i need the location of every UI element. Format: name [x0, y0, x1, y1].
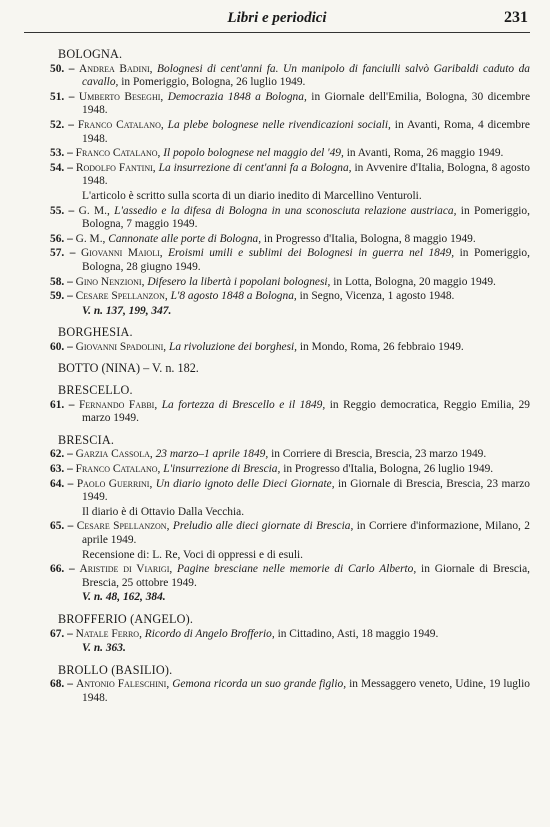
entry-publication: in Corriere di Brescia, Brescia, 23 marzo 1949. [271, 448, 487, 461]
section-heading: BROLLO (BASILIO). [58, 662, 173, 677]
entry-title: La rivoluzione dei borghesi, [168, 340, 298, 353]
entry-publication: in Messaggero veneto, Udine, 19 luglio 1948. [82, 678, 530, 704]
entry-author: Franco Catalano, [77, 118, 164, 131]
bibliography-entry [24, 233, 530, 247]
entry-title: L'insurrezione di Brescia, [163, 463, 281, 476]
bibliography-entry [24, 628, 530, 642]
entry-author: Cesare Spellanzon, [75, 290, 168, 303]
entry-title: Cannonate alle porte di Bologna, [108, 232, 262, 245]
entry-author: Rodolfo Fantini, [75, 161, 156, 174]
entry-publication: in Pomeriggio, Bologna, 26 luglio 1949. [121, 76, 306, 89]
entry-title: Ricordo di Angelo Brofferio, [144, 627, 275, 640]
entry-see-also: V. n. 137, 199, 347. [82, 304, 172, 317]
section-heading: BOLOGNA. [58, 47, 123, 61]
entry-author: Antonio Faleschini, [76, 678, 170, 691]
entry-title: Difesero la libertà i popolani bolognesi, [147, 275, 331, 288]
entry-number: 64. – [50, 477, 74, 490]
entry-number: 54. – [50, 161, 73, 174]
entry-number: 68. – [50, 678, 73, 691]
bibliography-entry [24, 247, 530, 274]
bibliography-entry [24, 290, 530, 304]
entry-author: Giovanni Spadolini, [75, 340, 167, 353]
entry-publication: in Pomeriggio, Bologna, 28 giugno 1949. [82, 247, 530, 273]
entry-author: Gino Nenzioni, [75, 275, 145, 288]
entry-publication: in Avanti, Roma, 4 dicembre 1948. [82, 118, 530, 145]
bibliography-entry [24, 520, 530, 547]
entry-publication: in Reggio democratica, Reggio Emilia, 29 marzo 1949. [82, 398, 530, 425]
entry-author: G. M., [75, 232, 106, 245]
entry-publication: in Avanti, Roma, 26 maggio 1949. [346, 147, 504, 160]
entry-author: Franco Catalano, [75, 463, 161, 476]
bibliography-entry [24, 205, 530, 232]
entry-publication: in Corriere d'informazione, Milano, 2 aprile 1949. [82, 520, 530, 546]
bibliography-entry [24, 678, 530, 705]
entry-number: 53. – [50, 147, 73, 160]
entry-title: La fortezza di Brescello e il 1849, [161, 398, 326, 411]
entry-number: 67. – [50, 627, 73, 640]
cross-reference: BOTTO (NINA) – V. n. 182. [58, 361, 199, 376]
entry-author: Paolo Guerrini, [76, 477, 153, 490]
entry-number: 51. – [50, 90, 75, 103]
entry-title: Democrazia 1848 a Bologna, [167, 90, 307, 103]
entry-note: Recensione di: L. Re, Voci di oppressi e di esuli. [82, 548, 304, 561]
bibliography-entry [24, 63, 530, 90]
bibliography-entry [24, 399, 530, 426]
entry-publication: in Progresso d'Italia, Bologna, 8 maggio 1949. [263, 232, 476, 245]
entry-number: 56. – [50, 232, 73, 245]
bibliography-entry [24, 478, 530, 505]
bibliography-entry [24, 463, 530, 477]
running-title: Libri e periodici [227, 10, 327, 26]
entry-publication: in Lotta, Bologna, 20 maggio 1949. [333, 275, 496, 288]
entry-number: 58. – [50, 275, 73, 288]
entry-number: 63. – [50, 463, 73, 476]
bibliography-entry [24, 563, 530, 590]
entry-title: Eroismi umili e sublimi dei Bolognesi in guerra nel 1849, [168, 247, 455, 260]
entry-publication: in Pomeriggio, Bologna, 7 maggio 1949. [82, 204, 530, 231]
page-number: 231 [504, 9, 528, 26]
bibliography-entry [24, 91, 530, 118]
entry-publication: in Mondo, Roma, 26 febbraio 1949. [299, 340, 464, 353]
bibliography-content [24, 48, 530, 707]
entry-author: Garzia Cassola, [75, 448, 153, 461]
entry-note: Il diario è di Ottavio Dalla Vecchia. [82, 505, 245, 518]
entry-title: La plebe bolognese nelle rivendicazioni sociali, [167, 118, 391, 131]
entry-number: 52. – [50, 118, 74, 131]
entry-author: Aristide di Viarigi, [79, 563, 173, 576]
entry-publication: in Segno, Vicenza, 1 agosto 1948. [299, 290, 455, 303]
bibliography-entry [24, 119, 530, 146]
entry-author: Cesare Spellanzon, [76, 520, 170, 533]
entry-title: Bolognesi di cent'anni fa. Un manipolo di fanciulli salvò Garibaldi caduto da cavallo, [82, 62, 531, 89]
entry-title: Gemona ricorda un suo grande figlio, [172, 678, 347, 691]
entry-number: 60. – [50, 340, 73, 353]
entry-publication: in Progresso d'Italia, Bologna, 26 luglio 1949. [283, 463, 494, 476]
section-heading: BORGHESIA. [58, 325, 133, 340]
section-heading: BROFFERIO (ANGELO). [58, 611, 194, 626]
entry-title: L'assedio e la difesa di Bologna in una sconosciuta relazione austriaca, [114, 204, 457, 217]
entry-number: 65. – [50, 520, 74, 533]
entry-publication: in Giornale di Brescia, Brescia, 23 marzo 1949. [82, 477, 530, 504]
entry-number: 61. – [50, 398, 75, 411]
section-heading: BRESCIA. [58, 432, 115, 447]
entry-title: 23 marzo–1 aprile 1849, [155, 448, 269, 461]
entry-publication: in Giornale di Brescia, Brescia, 25 ottobre 1949. [82, 563, 531, 589]
entry-title: La insurrezione di cent'anni fa a Bologna, [158, 161, 352, 174]
entry-title: Il popolo bolognese nel maggio del '49, [163, 147, 344, 160]
bibliography-entry [24, 341, 530, 355]
entry-title: Un diario ignoto delle Dieci Giornate, [155, 477, 335, 490]
entry-author: G. M., [78, 204, 110, 217]
entry-number: 55. – [50, 204, 75, 217]
entry-note: L'articolo è scritto sulla scorta di un diario inedito di Marcellino Venturoli. [82, 189, 422, 202]
entry-number: 57. – [50, 247, 76, 260]
bibliography-entry [24, 448, 530, 462]
entry-number: 66. – [50, 563, 75, 576]
section-heading: BRESCELLO. [58, 383, 133, 398]
entry-number: 62. – [50, 448, 73, 461]
bibliography-entry [24, 276, 530, 290]
entry-title: Pagine bresciane nelle memorie di Carlo Alberto, [177, 563, 417, 576]
page-header [24, 8, 530, 33]
entry-see-also: V. n. 363. [82, 642, 126, 655]
bibliography-entry [24, 147, 530, 161]
entry-author: Umberto Beseghi, [78, 90, 164, 103]
entry-author: Andrea Badini, [79, 62, 153, 75]
entry-author: Natale Ferro, [75, 627, 142, 640]
entry-title: Preludio alle dieci giornate di Brescia, [172, 520, 354, 533]
entry-publication: in Giornale dell'Emilia, Bologna, 30 dicembre 1948. [82, 90, 530, 117]
entry-author: Franco Catalano, [75, 147, 161, 160]
entry-title: L'8 agosto 1848 a Bologna, [170, 290, 297, 303]
entry-number: 59. – [50, 290, 73, 303]
entry-author: Fernando Fabbi, [78, 398, 158, 411]
entry-see-also: V. n. 48, 162, 384. [82, 591, 166, 604]
entry-author: Giovanni Maioli, [80, 247, 163, 260]
entry-publication: in Avvenire d'Italia, Bologna, 8 agosto 1948. [82, 161, 531, 188]
bibliography-entry [24, 162, 530, 189]
entry-number: 50. – [50, 62, 75, 75]
entry-publication: in Cittadino, Asti, 18 maggio 1949. [277, 627, 439, 640]
